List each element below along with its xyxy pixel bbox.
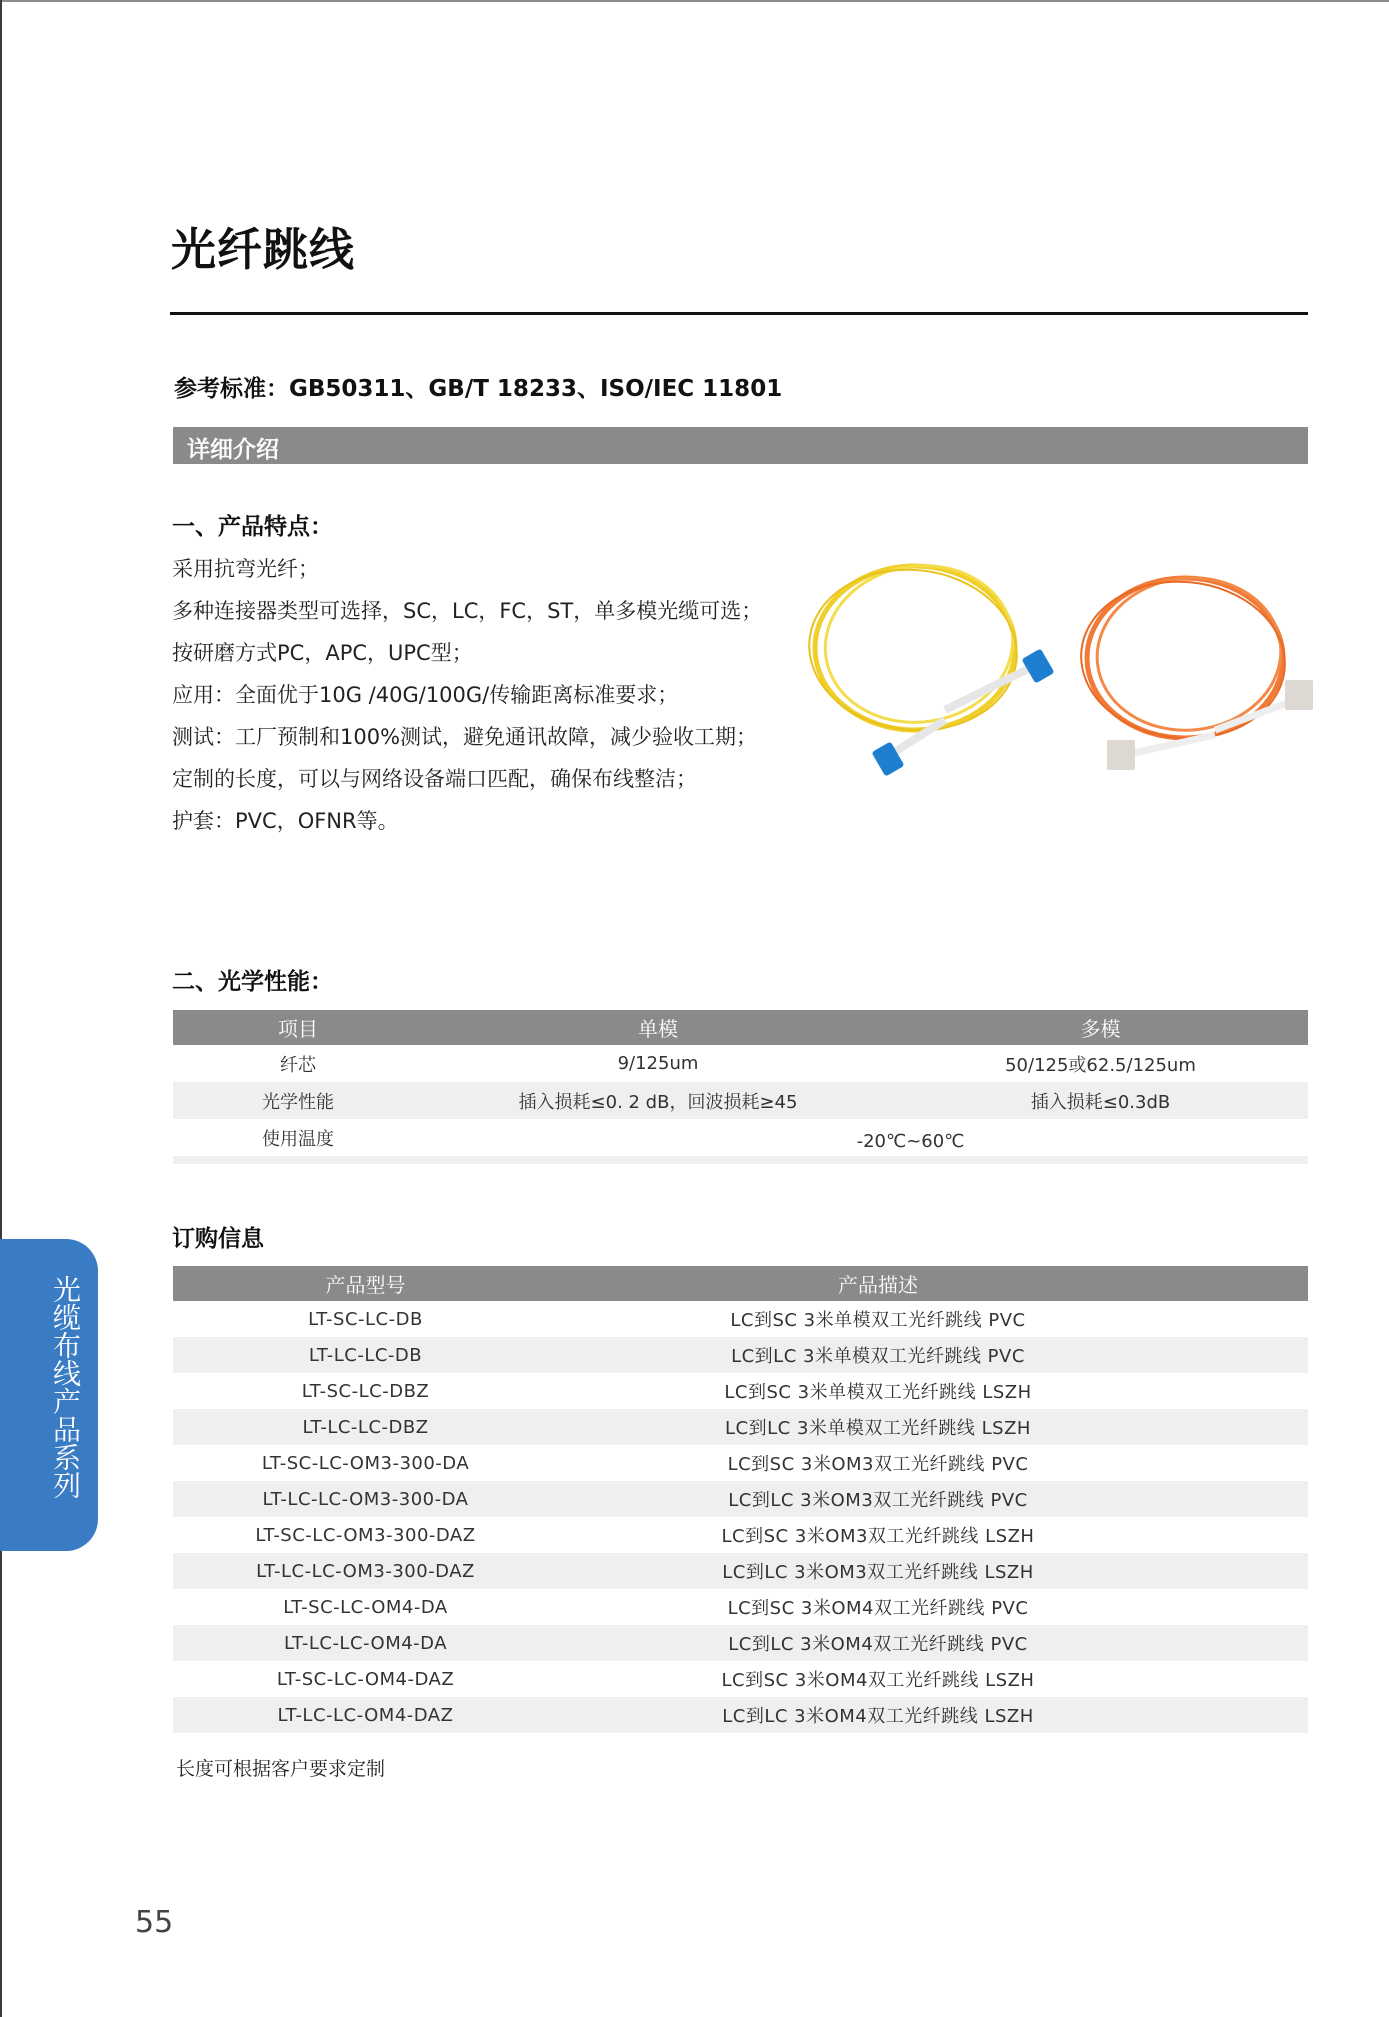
feature-item: 护套：PVC，OFNR等。	[172, 809, 399, 833]
feature-item: 多种连接器类型可选择，SC，LC，FC，ST，单多模光缆可选；	[172, 599, 763, 623]
side-tab-cable-series	[0, 1239, 98, 1551]
column-header-model: 产品型号	[173, 1266, 558, 1301]
table-footer-strip	[173, 1156, 1308, 1164]
cell-description: LC到SC 3米OM3双工光纤跳线 PVC	[727, 1454, 1029, 1475]
table-row	[173, 1697, 1308, 1733]
length-note: 长度可根据客户要求定制	[176, 1758, 386, 1780]
cell-description: LC到LC 3米OM4双工光纤跳线 PVC	[558, 1625, 1308, 1661]
orange-sc-patch-cord	[1075, 569, 1313, 770]
table-row	[173, 1301, 1308, 1337]
cell-model: LT-SC-LC-DB	[308, 1308, 423, 1330]
cell-item: 光学性能	[173, 1082, 423, 1119]
cell-single-mode: 9/125um	[617, 1053, 699, 1074]
cell-single-mode: 插入损耗≤0. 2 dB，回波损耗≥45	[423, 1082, 893, 1119]
cell-description: LC到LC 3米单模双工光纤跳线 PVC	[558, 1337, 1308, 1373]
cell-description: LC到SC 3米单模双工光纤跳线 PVC	[730, 1310, 1026, 1331]
cell-model: LT-LC-LC-OM3-300-DA	[173, 1481, 558, 1517]
feature-item: 应用：全面优于10G /40G/100G/传输距离标准要求；	[172, 683, 679, 707]
feature-item: 定制的长度，可以与网络设备端口匹配，确保布线整洁；	[172, 767, 697, 791]
cell-description: LC到LC 3米OM3双工光纤跳线 LSZH	[558, 1553, 1308, 1589]
cell-description: LC到LC 3米OM4双工光纤跳线 LSZH	[558, 1697, 1308, 1733]
column-header-multi-mode: 多模	[893, 1010, 1308, 1045]
feature-item: 按研磨方式PC，APC，UPC型；	[172, 641, 473, 665]
table-row	[173, 1553, 1308, 1589]
column-header-description: 产品描述	[558, 1266, 1308, 1301]
cell-model: LT-LC-LC-DB	[173, 1337, 558, 1373]
features-list	[172, 548, 762, 842]
cell-model: LT-LC-LC-OM3-300-DAZ	[173, 1553, 558, 1589]
product-photo	[795, 540, 1355, 790]
cell-multi-mode: 50/125或62.5/125um	[1005, 1054, 1196, 1076]
cell-model: LT-LC-LC-DBZ	[173, 1409, 558, 1445]
yellow-lc-patch-cord	[801, 554, 1054, 777]
cell-multi-mode: 插入损耗≤0.3dB	[893, 1082, 1308, 1119]
cell-model: LT-SC-LC-OM3-300-DAZ	[255, 1524, 476, 1546]
table-row	[173, 1517, 1308, 1553]
section-bar-label: 详细介绍	[187, 437, 279, 463]
cell-description: LC到SC 3米OM3双工光纤跳线 LSZH	[721, 1526, 1035, 1547]
column-header-item: 项目	[173, 1010, 423, 1045]
cell-model: LT-SC-LC-OM4-DA	[283, 1596, 448, 1618]
cell-model: LT-SC-LC-OM4-DAZ	[276, 1668, 455, 1690]
reference-standards: 参考标准：GB50311、GB/T 18233、ISO/IEC 11801	[174, 376, 783, 402]
table-row	[173, 1082, 1308, 1119]
order-info-table	[173, 1266, 1308, 1733]
cell-description: LC到SC 3米OM4双工光纤跳线 PVC	[727, 1598, 1029, 1619]
cell-description: LC到SC 3米OM4双工光纤跳线 LSZH	[721, 1670, 1035, 1691]
cell-model: LT-LC-LC-OM4-DAZ	[173, 1697, 558, 1733]
table-row	[173, 1409, 1308, 1445]
cell-item: 使用温度	[262, 1128, 334, 1150]
cell-description: LC到SC 3米单模双工光纤跳线 LSZH	[724, 1382, 1032, 1403]
features-heading: 一、产品特点：	[172, 514, 333, 540]
table-header-row	[173, 1010, 1308, 1045]
feature-item: 采用抗弯光纤；	[172, 557, 319, 581]
optical-performance-table	[173, 1010, 1308, 1164]
table-row	[173, 1481, 1308, 1517]
table-row	[173, 1045, 1308, 1082]
page-top-border	[0, 0, 1389, 2]
title-divider	[170, 312, 1308, 315]
table-row	[173, 1373, 1308, 1409]
cell-temperature-range: -20℃~60℃	[856, 1131, 965, 1152]
section-bar-details	[173, 427, 1308, 464]
order-heading: 订购信息	[172, 1226, 264, 1252]
cell-item: 纤芯	[280, 1054, 316, 1076]
table-row	[173, 1589, 1308, 1625]
table-header-row	[173, 1266, 1308, 1301]
table-row	[173, 1661, 1308, 1697]
cell-model: LT-SC-LC-OM3-300-DA	[261, 1452, 470, 1474]
cell-model: LT-SC-LC-DBZ	[301, 1380, 430, 1402]
cell-description: LC到LC 3米OM3双工光纤跳线 PVC	[558, 1481, 1308, 1517]
page-title: 光纤跳线	[171, 223, 356, 276]
optical-heading: 二、光学性能：	[172, 969, 333, 995]
side-tab-label: 光缆布线产品系列	[49, 1275, 82, 1499]
table-row	[173, 1119, 1308, 1156]
cell-description: LC到LC 3米单模双工光纤跳线 LSZH	[558, 1409, 1308, 1445]
table-row	[173, 1625, 1308, 1661]
column-header-single-mode: 单模	[423, 1010, 893, 1045]
table-row	[173, 1337, 1308, 1373]
table-row	[173, 1445, 1308, 1481]
page-number: 55	[135, 1905, 174, 1940]
cell-model: LT-LC-LC-OM4-DA	[173, 1625, 558, 1661]
page-left-border	[0, 0, 2, 2017]
feature-item: 测试：工厂预制和100%测试，避免通讯故障，减少验收工期；	[172, 725, 758, 749]
